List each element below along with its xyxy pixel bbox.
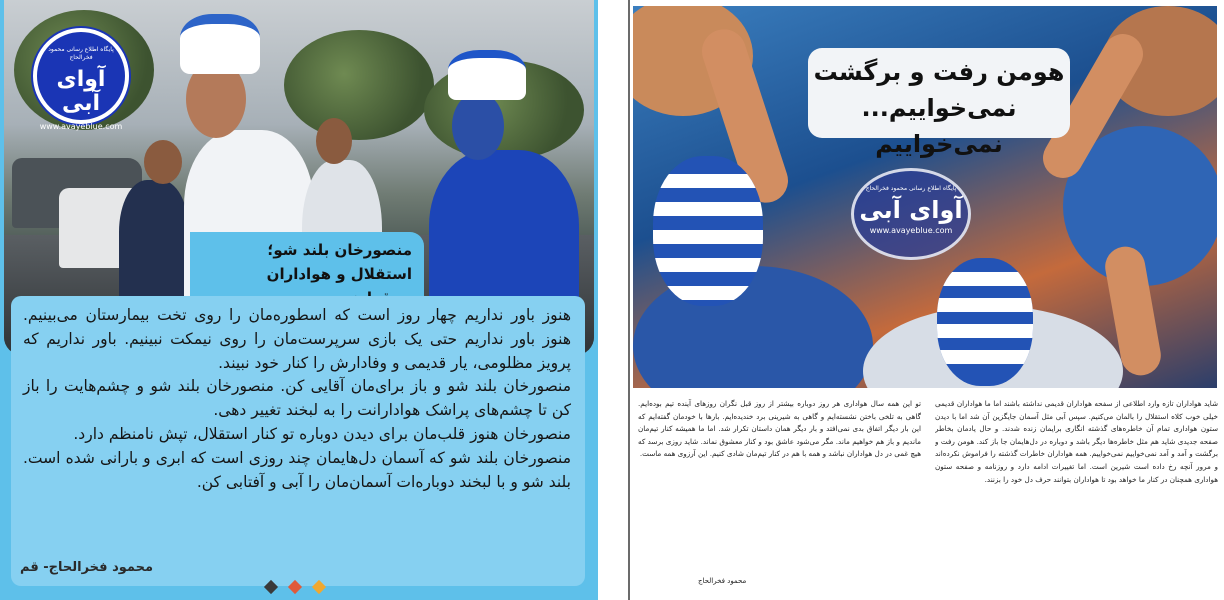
tree-shape (284, 30, 434, 140)
logo-brand: آوای آبی (859, 196, 963, 224)
headline-line-2: استقلال و هواداران (266, 265, 412, 283)
right-article-panel (628, 0, 1224, 600)
headline-box (190, 232, 424, 296)
article-columns (638, 398, 1218, 594)
avaye-abi-watermark-logo (851, 168, 971, 260)
decorative-dots (266, 582, 324, 592)
headline-line-1: منصورخان بلند شو؛ (267, 241, 412, 259)
author-signature: محمود فخرالحاج- قم (20, 560, 154, 575)
author-signature: محمود فخرالحاج (698, 577, 747, 585)
avaye-abi-logo (33, 28, 129, 131)
painted-face (653, 156, 763, 306)
left-article-panel (0, 0, 598, 600)
logo-tagline: پایگاه اطلاع رسانی محمود فخرالحاج (865, 185, 957, 192)
logo-tagline: پایگاه اطلاع رسانی محمود فخرالحاج (48, 46, 114, 61)
logo-brand: آوای آبی (56, 67, 106, 116)
article-body (11, 296, 585, 586)
dot-icon (288, 580, 302, 594)
title-line-1: هومن رفت و برگشت (813, 58, 1065, 86)
paragraph: منصورخان هنوز قلب‌مان برای دیدن دوباره تو کنار استقلال، تپش نامنظم دارد. (73, 424, 571, 443)
crowd-fans-photo (633, 6, 1217, 388)
text-column-right: شاید هواداران تازه وارد اطلاعی از سفحه هواداران قدیمی نداشته باشند اما ما هواداران قدیمی خیلی خوب کلاه استقلال را بالمان می‌کنیم. سپس آبی مثل آسمان جایگزین آن شد اما با دیدن ستون هواداری تمام آن خاطره‌های گذشته انگاری برایمان زنده شدند. و حال یادمان بخاطر صفحه جدیدی شاید هم مثل خاطره‌ها دیگر باشد و دوباره در دل‌هایمان جا باز کند. هومن رفت و برگشت و آمد و آمد نمی‌خواییم نمی‌خواییم. همه هواداران خاطرات گذشته را فراموش نکرده‌اند و مرور آنچه رخ داده است شیرین است. اما تغییرات ادامه دارد و روزنامه و صفحه ستون هواداری همچنان در کنار ما خواهد بود تا هواداران بتوانند حرف دل خود را بزنند. (935, 399, 1218, 484)
paragraph: منصورخان بلند شو که آسمان دل‌هایمان چند روزی است که ابری و بارانی شده است. بلند شو و با لبخند دوباره‌ات آسمان‌مان را آبی و آفتابی کن. (23, 448, 571, 491)
text-column-left: تو این همه سال هواداری هر روز دوباره بیشتر از روز قبل نگران روزهای آینده تیم بوده‌ایم. گاهی به تلخی باختن نشسته‌ایم و گاهی به شیرینی برد خندیده‌ایم. بارها با خودمان گفته‌ایم که این بار دیگر اتفاق بدی نمی‌افتد و بار دیگر همان داستان تکرار شد. اما ما همیشه کنار تیم‌مان ماندیم و باز هم خواهیم ماند. مگر می‌شود عاشق بود و کنار معشوق نماند. شاید روزی برسد که هیچ غمی در دل هواداران نباشد و همه با هم در کنار تیم‌مان شادی کنیم. این آرزوی همه ماست. (638, 399, 921, 459)
title-line-2: نمی‌خواییم... نمی‌خواییم (861, 94, 1017, 158)
paragraph: هنوز باور نداریم چهار روز است که اسطوره‌مان را روی تخت بیمارستان می‌بینیم. هنوز باور نداریم حتی یک بازی سرپرست‌مان را روی نیمکت نبینیم. باور نداریم که پرویز مظلومی، یار قدیمی و وفادارش را کنار خود نبیند. (23, 306, 571, 372)
painted-face (937, 258, 1033, 386)
logo-url: www.avayeblue.com (869, 226, 953, 235)
logo-url: www.avayeblue.com (39, 122, 123, 131)
dot-icon (264, 580, 278, 594)
page-gutter (598, 0, 628, 600)
title-box (808, 48, 1070, 158)
paragraph: منصورخان بلند شو و باز برای‌مان آقایی کن. منصورخان بلند شو و چشم‌هایت را باز کن تا چشم‌های پراشک هوادارانت را به لبخند تغییر دهی. (23, 377, 571, 420)
dot-icon (312, 580, 326, 594)
